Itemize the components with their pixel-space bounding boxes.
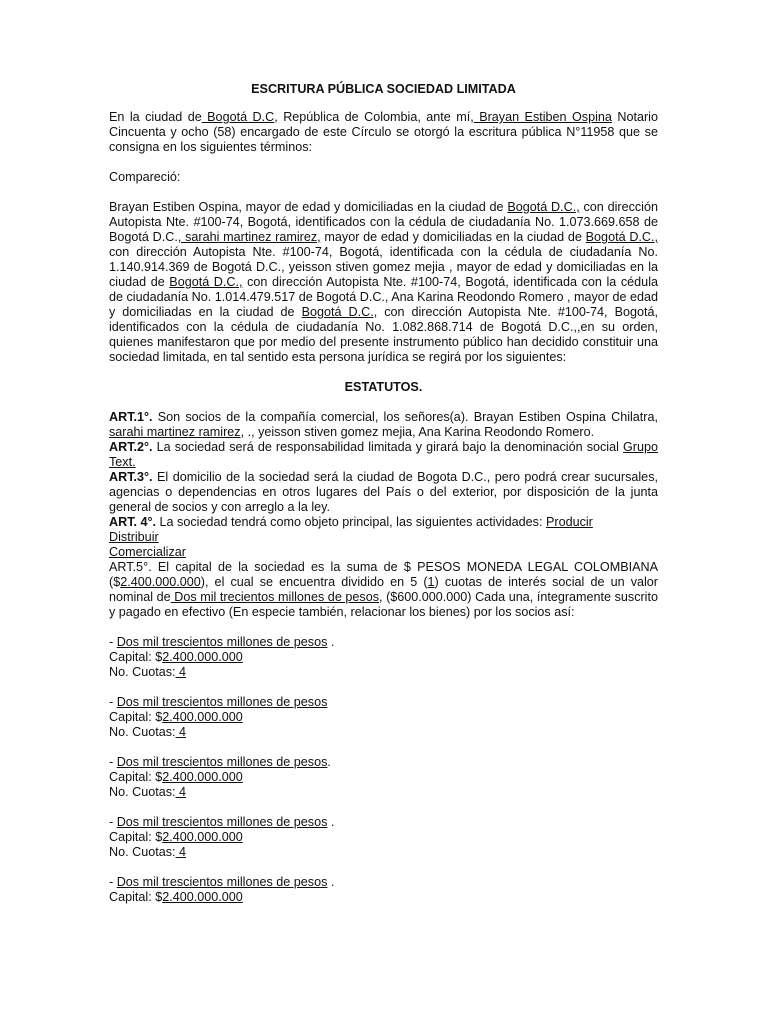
intro-paragraph: En la ciudad de Bogotá D.C, República de Colombia, ante mí, Brayan Estiben Ospina Notario Cincuenta y ocho (58) encargado de este Círculo se otorgó la escritura pública N°11958 que se consigna en los siguientes términos: bbox=[109, 110, 658, 154]
socio-block: - Dos mil trescientos millones de pesos . Capital: $2.400.000.000 No. Cuotas: 4 bbox=[109, 815, 335, 859]
activity-distribuir: Distribuir bbox=[109, 530, 159, 544]
socio-capital: 2.400.000.000 bbox=[162, 770, 243, 784]
socio-block: - Dos mil trescientos millones de pesos . Capital: $2.400.000.000 No. Cuotas: 4 bbox=[109, 635, 335, 679]
estatutos-heading: ESTATUTOS. bbox=[344, 380, 423, 394]
article-3: ART.3°. El domicilio de la sociedad será la ciudad de Bogota D.C., pero podrá crear sucursales, agencias o dependencias en otros lugares del País o del exterior, por disposición de la junta general de socios y con arreglo a la ley. bbox=[109, 470, 658, 514]
socio-amount: Dos mil trescientos millones de pesos bbox=[116, 695, 328, 709]
article-5: ART.5°. El capital de la sociedad es la suma de $ PESOS MONEDA LEGAL COLOMBIANA ($2.400.000.000), el cual se encuentra dividido en 5 (1) cuotas de interés social de un valor nominal de Dos mil trecientos millones de pesos, ($600.000.000) Cada una, íntegramente suscrito y pagado en efectivo (En especie también, relacionar los bienes) por los socios así: bbox=[109, 560, 658, 619]
article-4: ART. 4°. La sociedad tendrá como objeto principal, las siguientes actividades: Producir bbox=[109, 515, 593, 529]
activity-comercializar: Comercializar bbox=[109, 545, 186, 559]
socio-block: - Dos mil trescientos millones de pesos . Capital: $2.400.000.000 bbox=[109, 875, 335, 904]
socio-block: - Dos mil trescientos millones de pesos Capital: $2.400.000.000 No. Cuotas: 4 bbox=[109, 695, 328, 739]
socio-amount: Dos mil trescientos millones de pesos bbox=[116, 815, 328, 829]
socio-cuotas: 4 bbox=[175, 665, 187, 679]
socio-cuotas: 4 bbox=[175, 725, 187, 739]
socio-cuotas: 4 bbox=[175, 785, 187, 799]
article-2: ART.2°. La sociedad será de responsabilidad limitada y girará bajo la denominación social Grupo Text. bbox=[109, 440, 658, 469]
socio-block: - Dos mil trescientos millones de pesos. Capital: $2.400.000.000 No. Cuotas: 4 bbox=[109, 755, 331, 799]
document-page bbox=[109, 82, 658, 905]
comparecientes-paragraph: Brayan Estiben Ospina, mayor de edad y domiciliadas en la ciudad de Bogotá D.C., con dirección Autopista Nte. #100-74, Bogotá, identificados con la cédula de ciudadanía No. 1.073.669.658 de Bogotá D.C., sarahi martinez ramirez, mayor de edad y domiciliadas en la ciudad de Bogotá D.C., con dirección Autopista Nte. #100-74, Bogotá, identificada con la cédula de ciudadanía No. 1.140.914.369 de Bogotá D.C., yeisson stiven gomez mejia , mayor de edad y domiciliadas en la ciudad de Bogotá D.C., con dirección Autopista Nte. #100-74, Bogotá, identificada con la cédula de ciudadanía No. 1.014.479.517 de Bogotá D.C., Ana Karina Reodondo Romero , mayor de edad y domiciliadas en la ciudad de Bogotá D.C., con dirección Autopista Nte. #100-74, Bogotá, identificados con la cédula de ciudadanía No. 1.082.868.714 de Bogotá D.C.,,en su orden, quienes manifestaron que por medio del presente instrumento público han decidido constituir una sociedad limitada, en tal sentido esta persona jurídica se regirá por los siguientes: bbox=[109, 200, 659, 364]
city-name: Bogotá D.C bbox=[201, 110, 275, 124]
socio-amount: Dos mil trescientos millones de pesos bbox=[116, 875, 328, 889]
activity-producir: Producir bbox=[545, 515, 593, 529]
socio-capital: 2.400.000.000 bbox=[162, 890, 243, 904]
comparecio-label: Compareció: bbox=[109, 170, 181, 184]
socio-amount: Dos mil trescientos millones de pesos bbox=[116, 635, 328, 649]
document-title: ESCRITURA PÚBLICA SOCIEDAD LIMITADA bbox=[251, 82, 516, 96]
socio-amount: Dos mil trescientos millones de pesos bbox=[116, 755, 328, 769]
socio-capital: 2.400.000.000 bbox=[162, 710, 243, 724]
socio-capital: 2.400.000.000 bbox=[162, 650, 243, 664]
article-1: ART.1°. Son socios de la compañía comercial, los señores(a). Brayan Estiben Ospina Chilatra, sarahi martinez ramirez, ., yeisson stiven gomez mejia, Ana Karina Reodondo Romero. bbox=[109, 410, 658, 439]
socio-cuotas: 4 bbox=[175, 845, 187, 859]
socio-capital: 2.400.000.000 bbox=[162, 830, 243, 844]
notary-name: Brayan Estiben Ospina bbox=[473, 110, 612, 124]
